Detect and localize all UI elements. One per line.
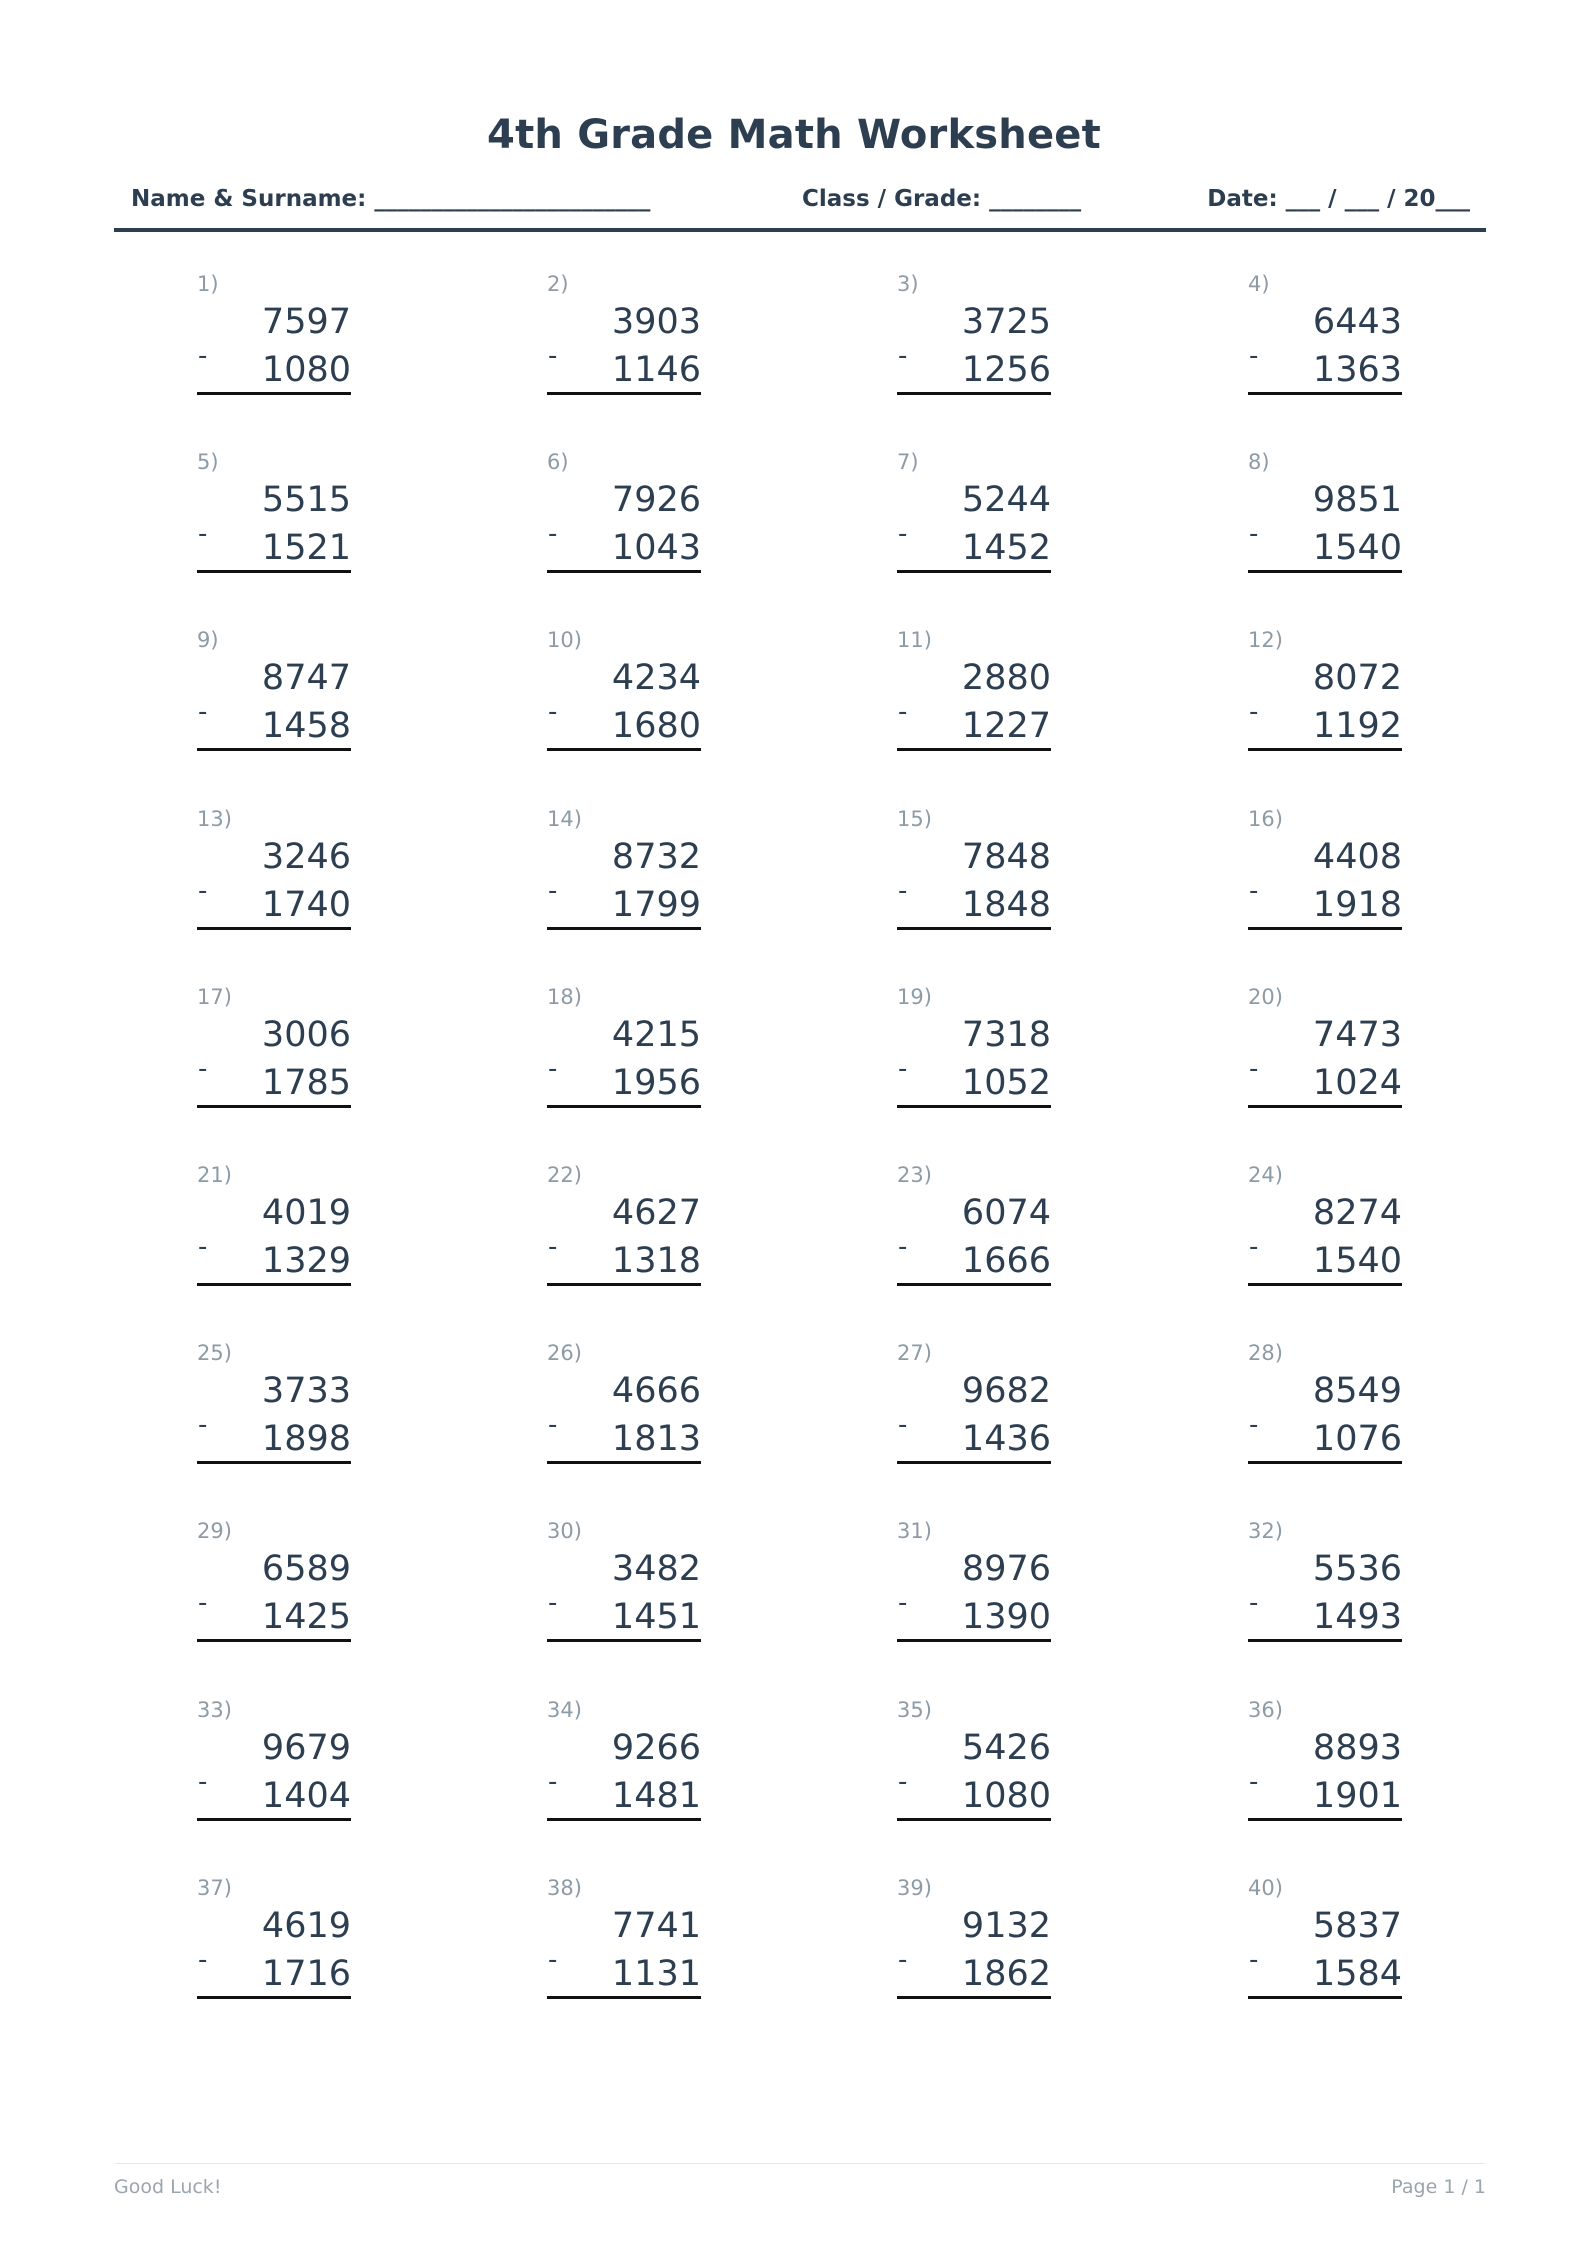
problem-number: 13) — [197, 807, 232, 831]
page-title: 4th Grade Math Worksheet — [487, 112, 1101, 158]
minuend: 4019 — [261, 1193, 351, 1233]
subtraction-problem — [897, 628, 1051, 778]
answer-line — [897, 1105, 1051, 1108]
minus-sign: - — [198, 1054, 208, 1084]
subtrahend: 1666 — [961, 1241, 1051, 1281]
minuend: 9132 — [961, 1906, 1051, 1946]
minuend: 4619 — [261, 1906, 351, 1946]
minus-sign: - — [1249, 1410, 1259, 1440]
subtrahend: 1540 — [1312, 528, 1402, 568]
problem-number: 17) — [197, 985, 232, 1009]
subtraction-problem — [1248, 1341, 1402, 1491]
minuend: 4627 — [611, 1193, 701, 1233]
minuend: 8549 — [1312, 1371, 1402, 1411]
answer-line — [897, 1283, 1051, 1286]
minus-sign: - — [548, 341, 558, 371]
problem-number: 33) — [197, 1698, 232, 1722]
minuend: 3246 — [261, 837, 351, 877]
problem-number: 25) — [197, 1341, 232, 1365]
subtrahend: 1436 — [961, 1419, 1051, 1459]
minuend: 6443 — [1312, 302, 1402, 342]
problem-number: 35) — [897, 1698, 932, 1722]
problem-number: 22) — [547, 1163, 582, 1187]
minuend: 5244 — [961, 480, 1051, 520]
minuend: 7597 — [261, 302, 351, 342]
problem-number: 10) — [547, 628, 582, 652]
minuend: 8893 — [1312, 1728, 1402, 1768]
problem-number: 23) — [897, 1163, 932, 1187]
problem-number: 38) — [547, 1876, 582, 1900]
minuend: 9682 — [961, 1371, 1051, 1411]
minuend: 5515 — [261, 480, 351, 520]
problem-number: 4) — [1248, 272, 1270, 296]
minuend: 9679 — [261, 1728, 351, 1768]
subtraction-problem — [197, 1519, 351, 1669]
subtraction-problem — [897, 1519, 1051, 1669]
footer-message: Good Luck! — [114, 2176, 222, 2198]
minus-sign: - — [1249, 1232, 1259, 1262]
minuend: 8274 — [1312, 1193, 1402, 1233]
subtraction-problem — [197, 1341, 351, 1491]
minuend: 7926 — [611, 480, 701, 520]
minus-sign: - — [1249, 341, 1259, 371]
minus-sign: - — [898, 1945, 908, 1975]
problem-number: 15) — [897, 807, 932, 831]
problem-number: 1) — [197, 272, 219, 296]
minus-sign: - — [898, 697, 908, 727]
subtraction-problem — [547, 628, 701, 778]
subtraction-problem — [1248, 1519, 1402, 1669]
minuend: 5837 — [1312, 1906, 1402, 1946]
minus-sign: - — [548, 1767, 558, 1797]
minus-sign: - — [548, 1232, 558, 1262]
answer-line — [897, 1996, 1051, 1999]
minus-sign: - — [548, 697, 558, 727]
subtraction-problem — [197, 1698, 351, 1848]
subtraction-problem — [547, 1341, 701, 1491]
subtrahend: 1740 — [261, 885, 351, 925]
minuend: 7848 — [961, 837, 1051, 877]
answer-line — [197, 748, 351, 751]
subtrahend: 1227 — [961, 706, 1051, 746]
problem-number: 3) — [897, 272, 919, 296]
problem-number: 6) — [547, 450, 569, 474]
subtrahend: 1799 — [611, 885, 701, 925]
subtraction-problem — [897, 1876, 1051, 2026]
subtrahend: 1329 — [261, 1241, 351, 1281]
subtrahend: 1256 — [961, 350, 1051, 390]
subtraction-problem — [197, 985, 351, 1135]
minus-sign: - — [898, 341, 908, 371]
subtraction-problem — [1248, 1698, 1402, 1848]
minus-sign: - — [1249, 1054, 1259, 1084]
answer-line — [197, 1639, 351, 1642]
problem-number: 19) — [897, 985, 932, 1009]
subtrahend: 1076 — [1312, 1419, 1402, 1459]
subtraction-problem — [197, 1876, 351, 2026]
problem-number: 7) — [897, 450, 919, 474]
problem-number: 26) — [547, 1341, 582, 1365]
answer-line — [897, 927, 1051, 930]
minuend: 4215 — [611, 1015, 701, 1055]
minus-sign: - — [548, 1410, 558, 1440]
problem-number: 34) — [547, 1698, 582, 1722]
answer-line — [1248, 1996, 1402, 1999]
answer-line — [897, 1461, 1051, 1464]
minus-sign: - — [548, 1054, 558, 1084]
answer-line — [897, 1818, 1051, 1821]
problem-number: 16) — [1248, 807, 1283, 831]
minuend: 8732 — [611, 837, 701, 877]
subtrahend: 1390 — [961, 1597, 1051, 1637]
subtrahend: 1862 — [961, 1954, 1051, 1994]
minus-sign: - — [198, 341, 208, 371]
minus-sign: - — [898, 1588, 908, 1618]
minuend: 3725 — [961, 302, 1051, 342]
problem-number: 31) — [897, 1519, 932, 1543]
subtraction-problem — [1248, 985, 1402, 1135]
minus-sign: - — [548, 1588, 558, 1618]
minuend: 3903 — [611, 302, 701, 342]
subtrahend: 1131 — [611, 1954, 701, 1994]
minus-sign: - — [198, 1945, 208, 1975]
problem-number: 11) — [897, 628, 932, 652]
subtrahend: 1493 — [1312, 1597, 1402, 1637]
answer-line — [1248, 1461, 1402, 1464]
minus-sign: - — [198, 697, 208, 727]
minus-sign: - — [198, 1410, 208, 1440]
subtraction-problem — [197, 628, 351, 778]
minus-sign: - — [1249, 1767, 1259, 1797]
answer-line — [197, 1818, 351, 1821]
subtrahend: 1680 — [611, 706, 701, 746]
minus-sign: - — [1249, 697, 1259, 727]
class-grade-field: Class / Grade: ________ — [802, 186, 1082, 212]
answer-line — [547, 1461, 701, 1464]
minuend: 9266 — [611, 1728, 701, 1768]
answer-line — [197, 1461, 351, 1464]
minuend: 5426 — [961, 1728, 1051, 1768]
subtraction-problem — [1248, 1163, 1402, 1313]
answer-line — [897, 570, 1051, 573]
minuend: 8747 — [261, 658, 351, 698]
problem-number: 14) — [547, 807, 582, 831]
subtrahend: 1080 — [961, 1776, 1051, 1816]
subtraction-problem — [1248, 1876, 1402, 2026]
answer-line — [197, 927, 351, 930]
subtrahend: 1540 — [1312, 1241, 1402, 1281]
minuend: 6074 — [961, 1193, 1051, 1233]
subtrahend: 1080 — [261, 350, 351, 390]
minuend: 2880 — [961, 658, 1051, 698]
subtrahend: 1716 — [261, 1954, 351, 1994]
problem-number: 21) — [197, 1163, 232, 1187]
footer-divider — [114, 2163, 1486, 2164]
subtrahend: 1363 — [1312, 350, 1402, 390]
answer-line — [897, 392, 1051, 395]
subtraction-problem — [197, 1163, 351, 1313]
problem-number: 40) — [1248, 1876, 1283, 1900]
minuend: 6589 — [261, 1549, 351, 1589]
subtraction-problem — [897, 807, 1051, 957]
subtrahend: 1481 — [611, 1776, 701, 1816]
minus-sign: - — [898, 1232, 908, 1262]
date-field: Date: ___ / ___ / 20___ — [1207, 186, 1470, 212]
problem-number: 36) — [1248, 1698, 1283, 1722]
minuend: 4234 — [611, 658, 701, 698]
subtrahend: 1024 — [1312, 1063, 1402, 1103]
subtrahend: 1458 — [261, 706, 351, 746]
subtraction-problem — [897, 1163, 1051, 1313]
subtrahend: 1901 — [1312, 1776, 1402, 1816]
minuend: 8072 — [1312, 658, 1402, 698]
subtrahend: 1425 — [261, 1597, 351, 1637]
subtraction-problem — [897, 1341, 1051, 1491]
subtrahend: 1785 — [261, 1063, 351, 1103]
subtraction-problem — [1248, 272, 1402, 422]
answer-line — [547, 570, 701, 573]
subtrahend: 1192 — [1312, 706, 1402, 746]
subtraction-problem — [547, 272, 701, 422]
subtrahend: 1521 — [261, 528, 351, 568]
problem-number: 18) — [547, 985, 582, 1009]
answer-line — [547, 1818, 701, 1821]
subtrahend: 1813 — [611, 1419, 701, 1459]
subtraction-problem — [897, 450, 1051, 600]
subtraction-problem — [547, 807, 701, 957]
problem-number: 29) — [197, 1519, 232, 1543]
subtrahend: 1848 — [961, 885, 1051, 925]
problem-number: 8) — [1248, 450, 1270, 474]
subtrahend: 1898 — [261, 1419, 351, 1459]
subtrahend: 1318 — [611, 1241, 701, 1281]
answer-line — [547, 392, 701, 395]
subtraction-problem — [547, 1698, 701, 1848]
subtrahend: 1584 — [1312, 1954, 1402, 1994]
minuend: 4408 — [1312, 837, 1402, 877]
name-surname-field: Name & Surname: ________________________ — [131, 186, 651, 212]
problem-number: 28) — [1248, 1341, 1283, 1365]
minus-sign: - — [898, 519, 908, 549]
problem-number: 30) — [547, 1519, 582, 1543]
minuend: 9851 — [1312, 480, 1402, 520]
minuend: 8976 — [961, 1549, 1051, 1589]
answer-line — [1248, 392, 1402, 395]
minuend: 7318 — [961, 1015, 1051, 1055]
minus-sign: - — [198, 876, 208, 906]
subtraction-problem — [197, 807, 351, 957]
minuend: 4666 — [611, 1371, 701, 1411]
subtraction-problem — [547, 1163, 701, 1313]
subtrahend: 1918 — [1312, 885, 1402, 925]
problem-number: 2) — [547, 272, 569, 296]
answer-line — [897, 1639, 1051, 1642]
subtrahend: 1043 — [611, 528, 701, 568]
page-number: Page 1 / 1 — [1391, 2176, 1486, 2198]
subtrahend: 1146 — [611, 350, 701, 390]
minus-sign: - — [898, 1410, 908, 1440]
minuend: 7741 — [611, 1906, 701, 1946]
subtraction-problem — [1248, 628, 1402, 778]
problem-number: 39) — [897, 1876, 932, 1900]
minuend: 3733 — [261, 1371, 351, 1411]
answer-line — [547, 748, 701, 751]
answer-line — [1248, 570, 1402, 573]
answer-line — [547, 1105, 701, 1108]
problem-number: 5) — [197, 450, 219, 474]
minus-sign: - — [548, 876, 558, 906]
subtrahend: 1404 — [261, 1776, 351, 1816]
problem-number: 9) — [197, 628, 219, 652]
subtraction-problem — [197, 450, 351, 600]
answer-line — [547, 927, 701, 930]
answer-line — [1248, 1639, 1402, 1642]
minus-sign: - — [198, 519, 208, 549]
minus-sign: - — [1249, 1588, 1259, 1618]
answer-line — [547, 1996, 701, 1999]
answer-line — [197, 1283, 351, 1286]
subtraction-problem — [547, 1519, 701, 1669]
answer-line — [1248, 748, 1402, 751]
subtrahend: 1052 — [961, 1063, 1051, 1103]
problem-number: 12) — [1248, 628, 1283, 652]
subtraction-problem — [1248, 450, 1402, 600]
subtrahend: 1956 — [611, 1063, 701, 1103]
subtraction-problem — [897, 985, 1051, 1135]
minus-sign: - — [198, 1232, 208, 1262]
minus-sign: - — [1249, 1945, 1259, 1975]
subtraction-problem — [547, 450, 701, 600]
subtraction-problem — [547, 1876, 701, 2026]
minus-sign: - — [198, 1767, 208, 1797]
problem-number: 32) — [1248, 1519, 1283, 1543]
subtraction-problem — [897, 272, 1051, 422]
answer-line — [897, 748, 1051, 751]
answer-line — [547, 1283, 701, 1286]
subtraction-problem — [897, 1698, 1051, 1848]
problem-number: 27) — [897, 1341, 932, 1365]
problem-number: 37) — [197, 1876, 232, 1900]
minuend: 3482 — [611, 1549, 701, 1589]
answer-line — [1248, 1818, 1402, 1821]
subtraction-problem — [197, 272, 351, 422]
minuend: 3006 — [261, 1015, 351, 1055]
minus-sign: - — [898, 1054, 908, 1084]
minus-sign: - — [898, 876, 908, 906]
answer-line — [197, 392, 351, 395]
minuend: 5536 — [1312, 1549, 1402, 1589]
answer-line — [1248, 1283, 1402, 1286]
minus-sign: - — [1249, 876, 1259, 906]
minus-sign: - — [898, 1767, 908, 1797]
minus-sign: - — [1249, 519, 1259, 549]
minus-sign: - — [198, 1588, 208, 1618]
problem-number: 20) — [1248, 985, 1283, 1009]
subtrahend: 1451 — [611, 1597, 701, 1637]
answer-line — [197, 1996, 351, 1999]
answer-line — [1248, 1105, 1402, 1108]
minuend: 7473 — [1312, 1015, 1402, 1055]
subtraction-problem — [1248, 807, 1402, 957]
minus-sign: - — [548, 519, 558, 549]
answer-line — [1248, 927, 1402, 930]
subtrahend: 1452 — [961, 528, 1051, 568]
minus-sign: - — [548, 1945, 558, 1975]
answer-line — [547, 1639, 701, 1642]
answer-line — [197, 570, 351, 573]
subtraction-problem — [547, 985, 701, 1135]
problem-number: 24) — [1248, 1163, 1283, 1187]
answer-line — [197, 1105, 351, 1108]
